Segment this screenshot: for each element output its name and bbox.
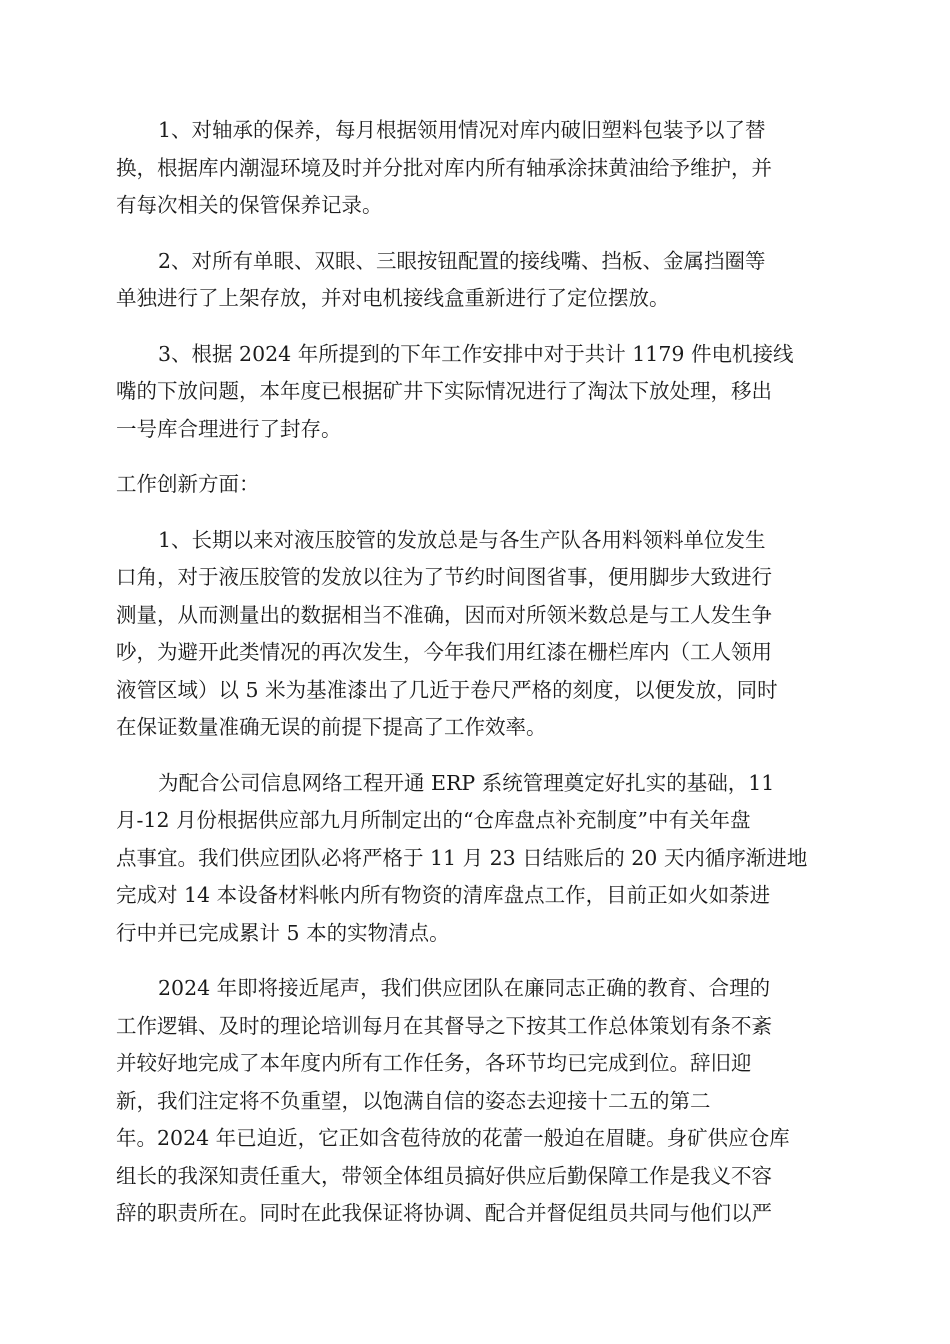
paragraph: [116, 466, 836, 504]
text-line: 嘴的下放问题，本年度已根据矿井下实际情况进行了淘汰下放处理，移出: [116, 379, 772, 403]
paragraph: [116, 970, 836, 1233]
text-line: 口角，对于液压胶管的发放以往为了节约时间图省事，便用脚步大致进行: [116, 565, 772, 589]
text-line: 测量，从而测量出的数据相当不准确，因而对所领米数总是与工人发生争: [116, 602, 772, 627]
text-line: 行中并已完成累计 5 本的实物清点。: [116, 920, 450, 945]
text-line: 完成对 14 本设备材料帐内所有物资的清库盘点工作，目前正如火如荼进: [116, 883, 771, 907]
paragraph: [116, 243, 836, 318]
text-line: 工作逻辑、及时的理论培训每月在其督导之下按其工作总体策划有条不紊: [116, 1013, 772, 1038]
text-line: 1、对轴承的保养，每月根据领用情况对库内破旧塑料包装予以了替: [158, 118, 766, 142]
text-line: 3、根据 2024 年所提到的下年工作安排中对于共计 1179 件电机接线: [158, 341, 794, 366]
paragraph: [116, 112, 836, 225]
paragraph: [116, 765, 836, 953]
text-line: 1、长期以来对液压胶管的发放总是与各生产队各用料领料单位发生: [158, 527, 766, 552]
document-body: [116, 112, 836, 1251]
text-line: 工作创新方面：: [116, 472, 260, 496]
text-line: 2024 年即将接近尾声，我们供应团队在廉同志正确的教育、合理的: [158, 976, 771, 1000]
paragraph: [116, 522, 836, 747]
paragraph: [116, 336, 836, 449]
text-line: 单独进行了上架存放，并对电机接线盒重新进行了定位摆放。: [116, 286, 670, 310]
text-line: 液管区域）以 5 米为基准漆出了几近于卷尺严格的刻度，以便发放，同时: [116, 677, 778, 702]
text-line: 为配合公司信息网络工程开通 ERP 系统管理奠定好扎实的基础，11: [158, 770, 775, 795]
text-line: 一号库合理进行了封存。: [116, 416, 342, 441]
text-line: 新，我们注定将不负重望，以饱满自信的姿态去迎接十二五的第二: [116, 1088, 711, 1113]
text-line: 辞的职责所在。同时在此我保证将协调、配合并督促组员共同与他们以严: [116, 1201, 772, 1225]
text-line: 并较好地完成了本年度内所有工作任务，各环节均已完成到位。辞旧迎: [116, 1051, 752, 1075]
text-line: 点事宜。我们供应团队必将严格于 11 月 23 日结账后的 20 天内循序渐进地: [116, 845, 808, 870]
text-line: 有每次相关的保管保养记录。: [116, 193, 383, 217]
text-line: 2、对所有单眼、双眼、三眼按钮配置的接线嘴、挡板、金属挡圈等: [158, 248, 766, 273]
text-line: 年。2024 年已迫近，它正如含苞待放的花蕾一般迫在眉睫。身矿供应仓库: [116, 1126, 790, 1150]
text-line: 组长的我深知责任重大，带领全体组员搞好供应后勤保障工作是我义不容: [116, 1163, 772, 1188]
text-line: 月-12 月份根据供应部九月所制定出的“仓库盘点补充制度”中有关年盘: [116, 808, 751, 832]
text-line: 换，根据库内潮湿环境及时并分批对库内所有轴承涂抹黄油给予维护，并: [116, 155, 772, 180]
text-line: 在保证数量准确无误的前提下提高了工作效率。: [116, 715, 547, 739]
text-line: 吵，为避开此类情况的再次发生，今年我们用红漆在栅栏库内（工人领用: [116, 640, 772, 664]
